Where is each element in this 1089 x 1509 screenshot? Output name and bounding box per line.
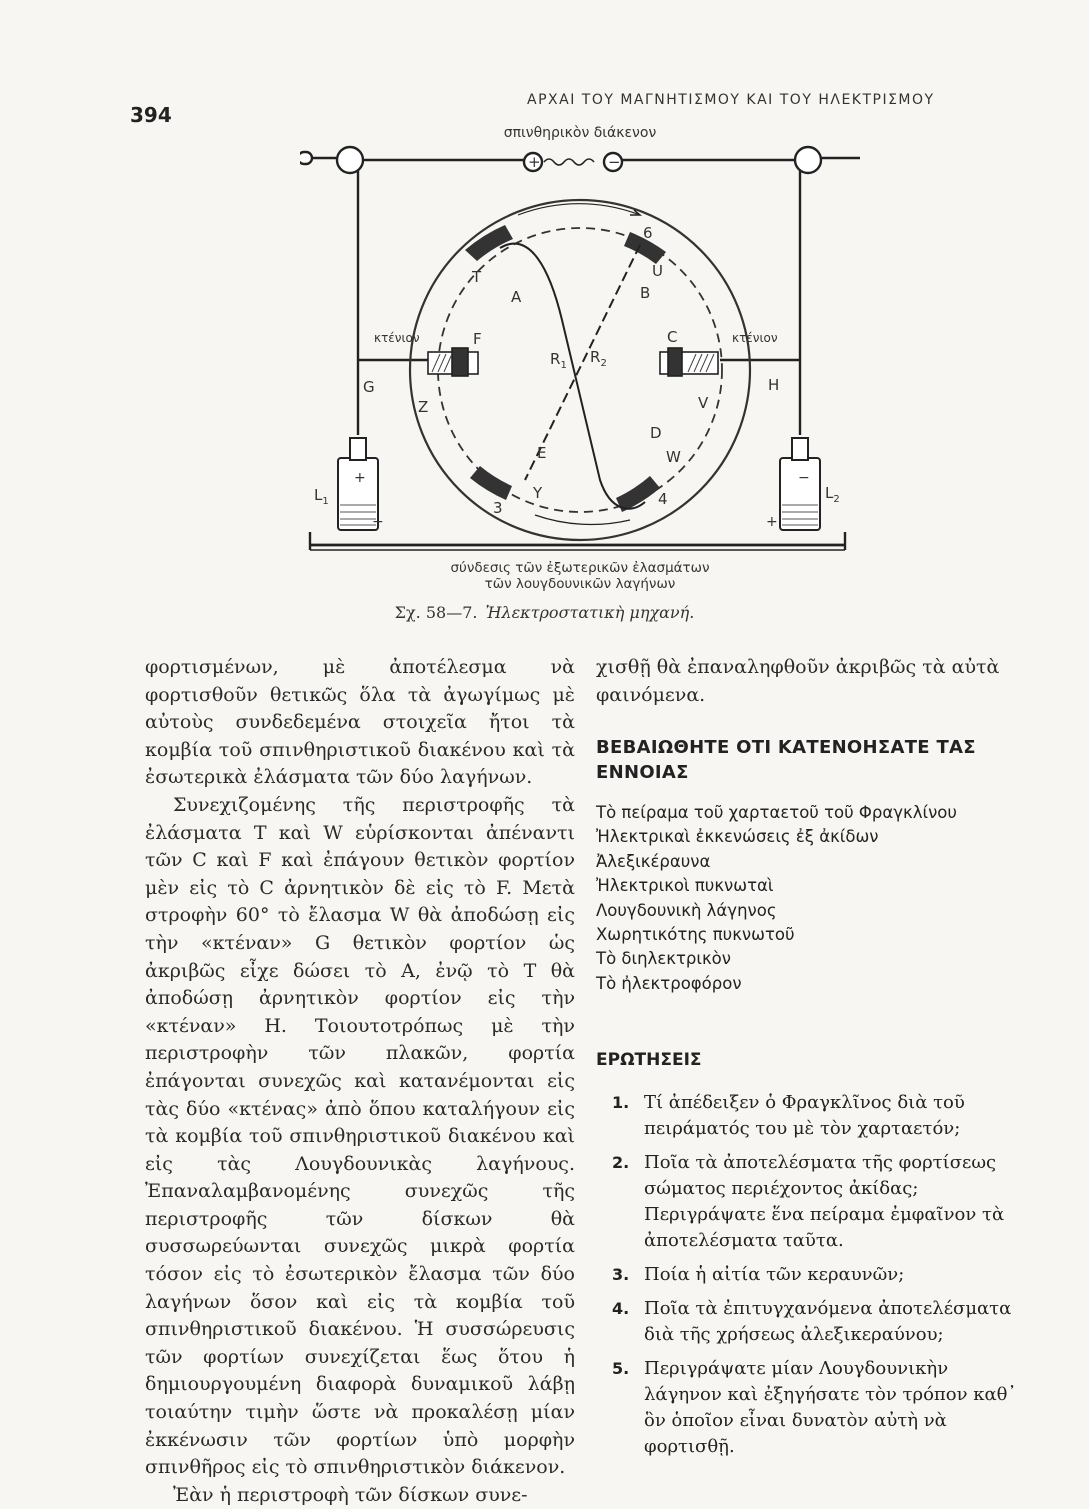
questions-heading: ΕΡΩΤΗΣΕΙΣ (596, 1050, 702, 1070)
question-item (612, 1150, 1022, 1254)
figure-caption (0, 603, 1089, 622)
right-ball-terminal (795, 147, 821, 173)
electrostatic-machine-figure (300, 120, 860, 600)
label-e: E (537, 444, 547, 462)
concepts-heading: ΒΕΒΑΙΩΘΗΤΕ ΟΤΙ ΚΑΤΕΝΟΗΣΑΤΕ ΤΑΣ ΕΝΝΟΙΑΣ (596, 737, 976, 783)
comb-right-label: κτένιον (732, 331, 778, 345)
concept-item: Τὸ διηλεκτρικὸν (596, 949, 731, 969)
question-text: Ποῖα τὰ ἀποτελέσματα τῆς φορτίσεως σώματος περιέχοντος ἀκίδας; Περιγράψατε ἕνα πείραμα ἐμφαῖνον τὰ ἀποτελέσματα ταῦτα. (644, 1152, 1005, 1251)
left-ball-terminal (337, 147, 363, 173)
left-paragraph-1: φορτισμένων, μὲ ἀποτέλεσμα νὰ φορτισθοῦν θετικῶς ὅλα τὰ ἀγωγίμως μὲ αὐτοὺς συνδεδεμένα στοιχεῖα ἤτοι τὰ κομβία τοῦ σπινθηριστικοῦ διακένου καὶ τὰ ἐσωτερικὰ ἐλάσματα τῶν δύο λαγήνων. (145, 656, 575, 789)
neutralizing-bar-1 (500, 244, 645, 509)
spark-gap-label: σπινθηρικὸν διάκενον (503, 125, 657, 141)
label-b: B (640, 284, 651, 302)
label-r1: $R_1$ (550, 350, 567, 371)
running-head: ΑΡΧΑΙ ΤΟΥ ΜΑΓΝΗΤΙΣΜΟΥ ΚΑΙ ΤΟΥ ΗΛΕΚΤΡΙΣΜΟΥ (527, 92, 935, 108)
plate-number-6: 6 (643, 224, 653, 242)
label-g: G (363, 378, 375, 396)
label-d: D (650, 424, 662, 442)
left-paragraph-2: Συνεχιζομένης τῆς περιστροφῆς τὰ ἐλάσματα T καὶ W εὑρίσκονται ἀπέναντι τῶν C καὶ F καὶ ἐπάγουν θετικὸν φορτίον μὲν εἰς τὸ C ἀρνητικὸν δὲ εἰς τὸ F. Μετὰ στροφὴν 60° τὸ ἔλασμα W θὰ ἀποδώσῃ εἰς τὴν «κτέναν» G θετικὸν φορτίον ὡς ἀκριβῶς εἶχε δώσει τὸ A, ἐνῷ τὸ T θὰ ἀποδώσῃ ἀρνητικὸν φορτίον εἰς τὴν «κτέναν» H. Τοιουτοτρόπως μὲ τὴν περιστροφὴν τῶν πλακῶν, φορτία ἐπάγονται συνεχῶς καὶ κατανέμονται εἰς τὰς δύο «κτένας» ἀπὸ ὅπου καταλήγουν εἰς τὰ κομβία τοῦ σπινθηριστικοῦ διακένου καὶ εἰς τὰς Λουγδουνικὰς λαγήνους. Ἐπαναλαμβανομένης συνεχῶς τῆς περιστροφῆς τῶν δίσκων θὰ συσσωρεύωνται συνεχῶς μικρὰ φορτία τόσον εἰς τὸ ἐσωτερικὸν ἔλασμα τῶν δύο λαγήνων ὅσον καὶ εἰς τὰ κομβία τοῦ σπινθηριστικοῦ διακένου. Ἡ συσσώρευσις τῶν φορτίων συνεχίζεται ἕως ὅτου ἡ δημιουργουμένη διαφορὰ δυναμικοῦ λάβῃ τοιαύτην τιμὴν ὥστε νὰ προκαλέσῃ μίαν ἐκκένωσιν τῶν φορτίων ὑπὸ μορφὴν σπινθῆρος εἰς τὸ σπινθηριστικὸν διάκενον. (145, 793, 575, 1479)
question-text: Τί ἀπέδειξεν ὁ Φραγκλῖνος διὰ τοῦ πειράματός του μὲ τὸν χαρταετόν; (644, 1092, 965, 1139)
question-number: 3. (612, 1265, 630, 1284)
jar-left-plus: + (354, 470, 366, 486)
question-item (612, 1296, 1022, 1348)
caption-title: Ἠλεκτροστατικὴ μηχανή. (485, 603, 695, 622)
page-number: 394 (130, 103, 172, 127)
concept-item: Χωρητικότης πυκνωτοῦ (596, 925, 795, 945)
plate-3 (470, 466, 512, 500)
question-number: 4. (612, 1299, 630, 1318)
label-f: F (473, 330, 482, 348)
concept-item: Ἀλεξικέραυνα (596, 851, 711, 871)
question-text: Περιγράψατε μίαν Λουγδουνικὴν λάγηνον καὶ ἐξηγήσατε τὸν τρόπον καθ᾽ ὃν ὁποῖον εἶναι δυνατὸν αὐτὴ νὰ φορτισθῇ. (644, 1358, 1017, 1457)
label-z: Z (418, 398, 429, 416)
spark-minus-sign: − (608, 153, 621, 171)
concept-item: Τὸ πείραμα τοῦ χαρταετοῦ τοῦ Φραγκλίνου (596, 803, 957, 822)
question-item (612, 1356, 1022, 1460)
jar-liquid-hatching (340, 505, 818, 525)
concept-item: Λουγδουνικὴ λάγηνος (596, 900, 777, 920)
question-number: 2. (612, 1153, 630, 1172)
label-u: U (652, 262, 663, 280)
label-t: T (472, 268, 482, 286)
label-a: A (511, 288, 522, 306)
plate-number-4: 4 (658, 490, 668, 508)
label-h: H (768, 376, 780, 394)
right-column-continuation (596, 654, 1021, 709)
label-y: Y (533, 484, 543, 502)
concept-item: Τὸ ἠλεκτροφόρον (596, 973, 742, 993)
right-continuation-text: χισθῇ θὰ ἐπαναληφθοῦν ἀκριβῶς τὰ αὐτὰ φαινόμενα. (596, 656, 1000, 706)
question-number: 5. (612, 1359, 630, 1378)
caption-number: Σχ. 58—7. (394, 603, 478, 622)
jar-right-plus: + (766, 514, 778, 530)
jar-left-minus: − (372, 514, 384, 530)
question-text: Ποία ἡ αἰτία τῶν κεραυνῶν; (644, 1264, 905, 1285)
left-column (145, 654, 575, 1509)
plate-number-3: 3 (493, 499, 503, 517)
label-l2: $L_2$ (825, 484, 840, 505)
figure-diagram (300, 120, 860, 600)
question-item (612, 1262, 1022, 1288)
label-w: W (666, 448, 681, 466)
jar-right-minus: − (798, 470, 810, 486)
label-l1: $L_1$ (314, 486, 329, 507)
label-r2: $R_2$ (590, 348, 607, 369)
comb-left-label: κτένιον (374, 331, 420, 345)
concept-item: Ἠλεκτρικαὶ ἐκκενώσεις ἐξ ἀκίδων (596, 827, 879, 847)
label-c: C (667, 328, 678, 346)
label-v: V (698, 394, 709, 412)
question-item (612, 1090, 1022, 1142)
connections-label-line2: τῶν λουγδουνικῶν λαγήνων (484, 576, 676, 592)
question-text: Ποῖα τὰ ἐπιτυγχανόμενα ἀποτελέσματα διὰ τῆς χρήσεως ἀλεξικεραύνου; (644, 1298, 1012, 1345)
plate-number-1: 1 (482, 234, 492, 252)
spark-plus-sign: + (528, 153, 541, 171)
question-number: 1. (612, 1093, 630, 1112)
questions-list (612, 1090, 1022, 1468)
concepts-list (596, 801, 1016, 996)
concept-item: Ἠλεκτρικοὶ πυκνωταὶ (596, 876, 774, 896)
left-paragraph-3: Ἐὰν ἡ περιστροφὴ τῶν δίσκων συνε- (173, 1483, 528, 1506)
connections-label-line1: σύνδεσις τῶν ἐξωτερικῶν ἐλασμάτων (450, 560, 710, 576)
